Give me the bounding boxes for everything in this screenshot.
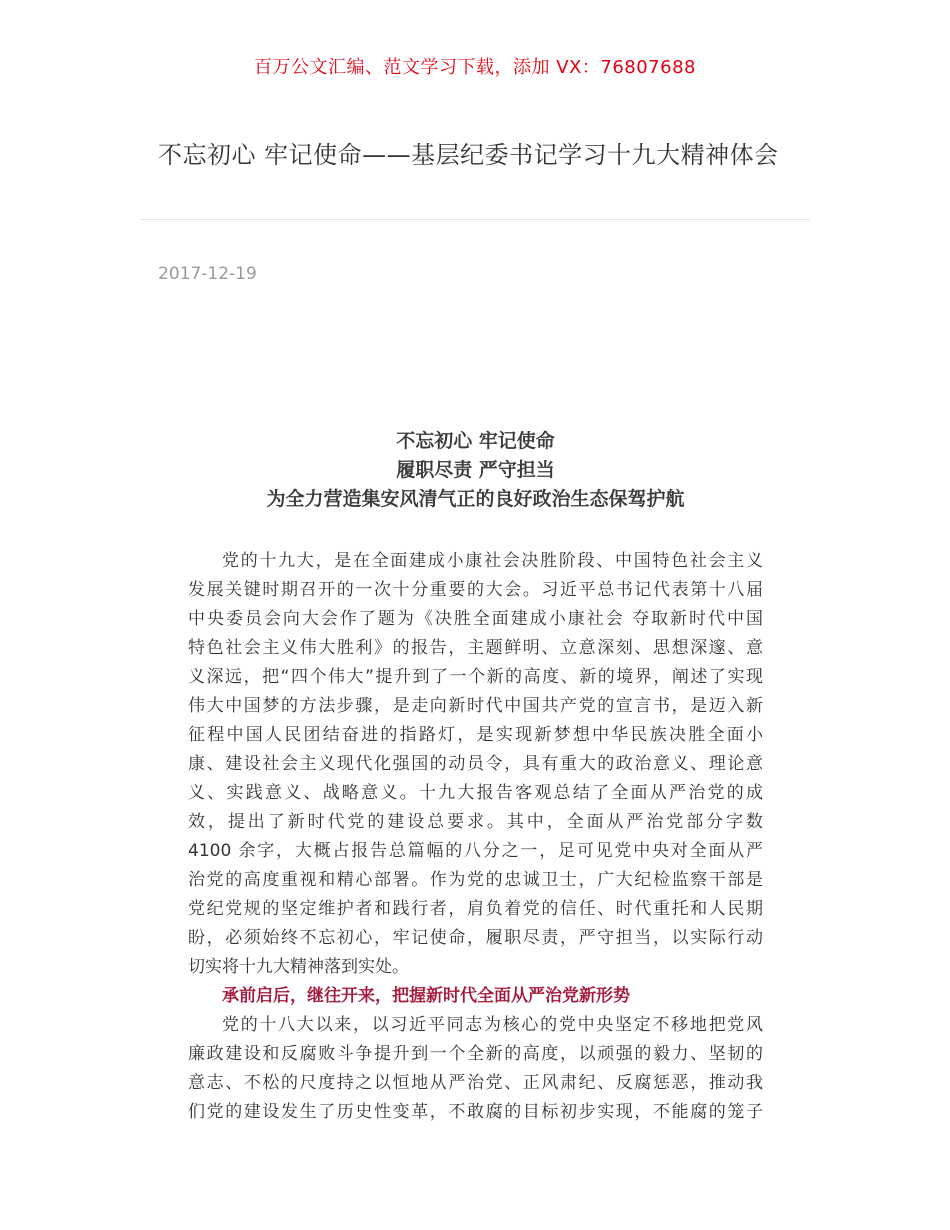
paragraph-2-line: 党的十八大以来，以习近平同志为核心的党中央坚定不移地把党风 bbox=[222, 1015, 763, 1035]
paragraph-1-line: 义、实践意义、战略意义。十九大报告客观总结了全面从严治党的成 bbox=[188, 783, 763, 803]
paragraph-2-line: 们党的建设发生了历史性变革，不敢腐的目标初步实现，不能腐的笼子 bbox=[188, 1102, 763, 1122]
paragraph-1-line: 盼，必须始终不忘初心，牢记使命，履职尽责，严守担当，以实际行动 bbox=[188, 928, 763, 948]
paragraph-1-line: 党纪党规的坚定维护者和践行者，肩负着党的信任、时代重托和人民期 bbox=[188, 899, 763, 919]
heading-line-1: 不忘初心 牢记使命 bbox=[396, 430, 555, 452]
paragraph-2-line: 廉政建设和反腐败斗争提升到一个全新的高度，以顽强的毅力、坚韧的 bbox=[188, 1044, 763, 1064]
article-body bbox=[188, 547, 763, 1127]
paragraph-2-line: 意志、不松的尺度持之以恒地从严治党、正风肃纪、反腐惩恶，推动我 bbox=[188, 1073, 763, 1093]
download-banner: 百万公文汇编、范文学习下载，添加 VX：76807688 bbox=[254, 57, 696, 78]
paragraph-1-line: 党的十九大，是在全面建成小康社会决胜阶段、中国特色社会主义 bbox=[222, 551, 763, 571]
article-title: 不忘初心 牢记使命——基层纪委书记学习十九大精神体会 bbox=[158, 141, 779, 169]
paragraph-1-line: 康、建设社会主义现代化强国的动员令，具有重大的政治意义、理论意 bbox=[188, 754, 763, 774]
paragraph-1-line: 中央委员会向大会作了题为《决胜全面建成小康社会 夺取新时代中国 bbox=[188, 609, 763, 629]
paragraph-1-line: 伟大中国梦的方法步骤，是走向新时代中国共产党的宣言书，是迈入新 bbox=[188, 696, 763, 716]
paragraph-1-line: 4100 余字，大概占报告总篇幅的八分之一，足可见党中央对全面从严 bbox=[188, 841, 763, 861]
heading-line-3: 为全力营造集安风清气正的良好政治生态保驾护航 bbox=[266, 488, 685, 510]
paragraph-1-line: 发展关键时期召开的一次十分重要的大会。习近平总书记代表第十八届 bbox=[188, 580, 763, 600]
paragraph-1-line: 治党的高度重视和精心部署。作为党的忠诚卫士，广大纪检监察干部是 bbox=[188, 870, 763, 890]
title-divider bbox=[140, 219, 810, 220]
paragraph-1-line: 效，提出了新时代党的建设总要求。其中，全面从严治党部分字数 bbox=[188, 812, 763, 832]
paragraph-1-line: 征程中国人民团结奋进的指路灯，是实现新梦想中华民族决胜全面小 bbox=[188, 725, 763, 745]
paragraph-1-line: 义深远，把“四个伟大”提升到了一个新的高度、新的境界，阐述了实现 bbox=[188, 667, 763, 687]
section-subheading: 承前启后，继往开来，把握新时代全面从严治党新形势 bbox=[222, 986, 630, 1006]
publish-date: 2017-12-19 bbox=[158, 264, 257, 284]
paragraph-1-line: 切实将十九大精神落到实处。 bbox=[188, 957, 409, 977]
paragraph-1-line: 特色社会主义伟大胜利》的报告，主题鲜明、立意深刻、思想深邃、意 bbox=[188, 638, 763, 658]
heading-line-2: 履职尽责 严守担当 bbox=[396, 459, 555, 481]
article-headings bbox=[188, 427, 763, 514]
